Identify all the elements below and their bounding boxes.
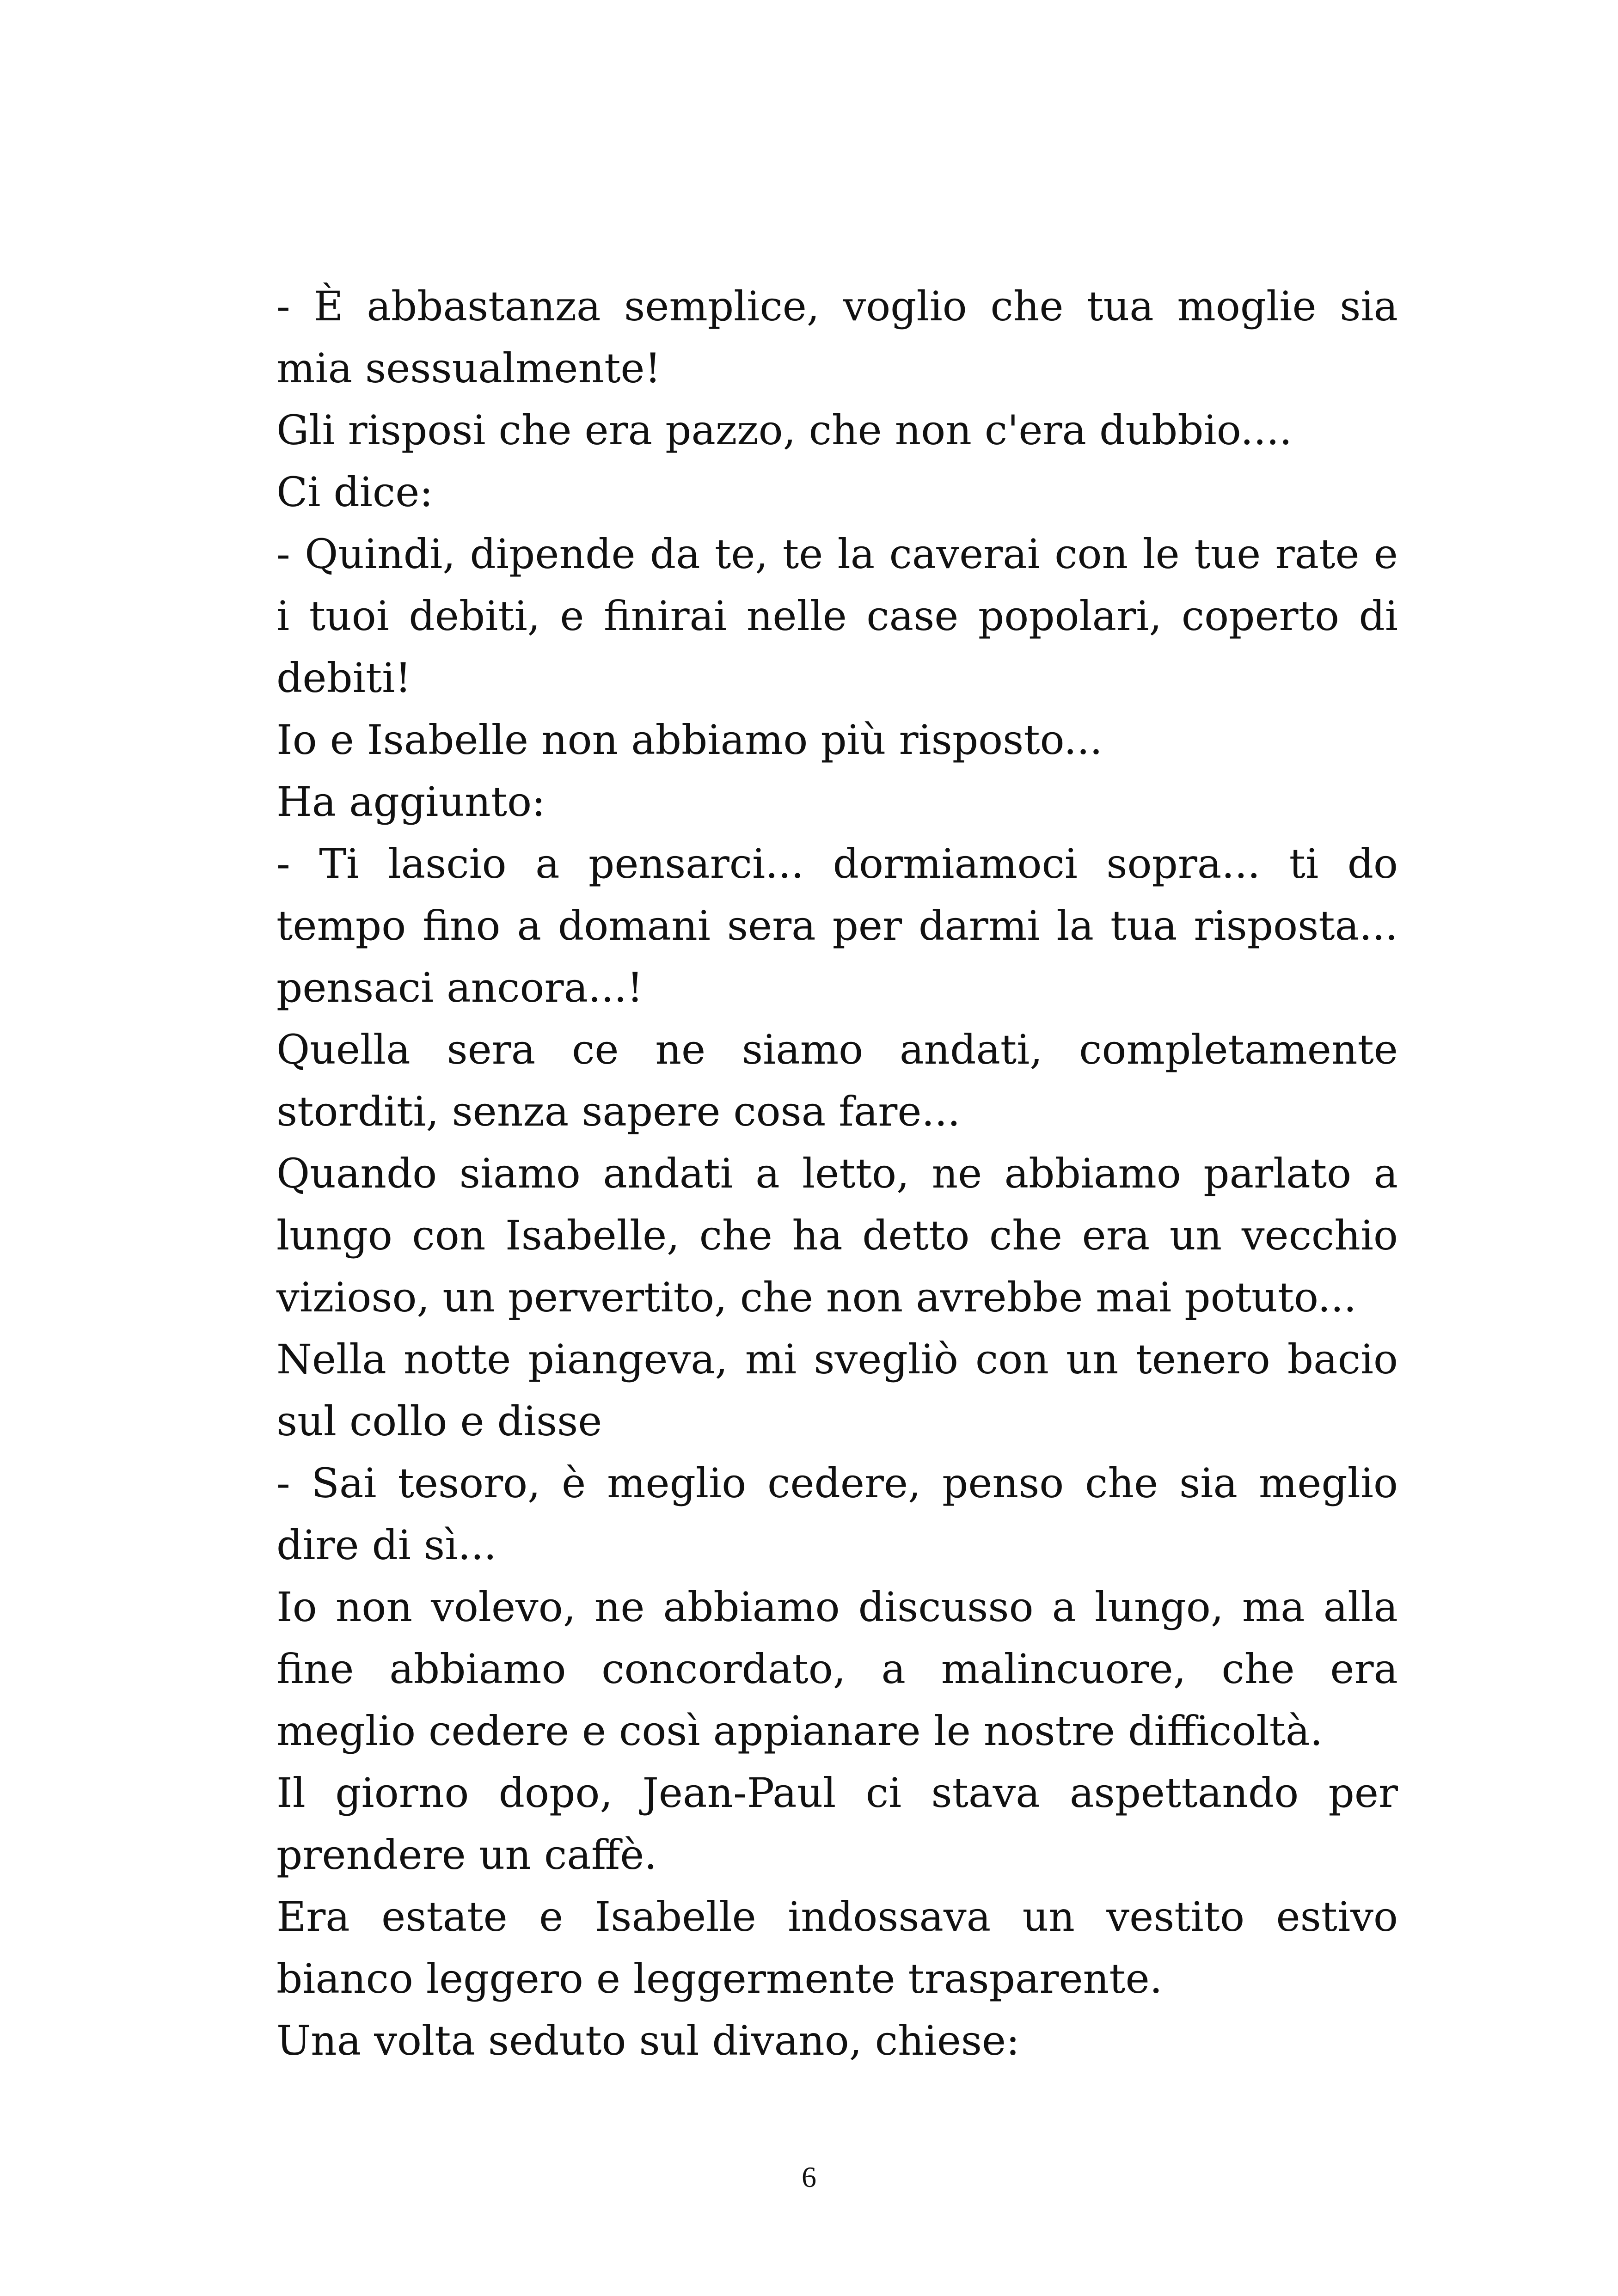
paragraph-5: Io e Isabelle non abbiamo più risposto... [276,716,1103,764]
paragraph-8: Quella sera ce ne siamo andati, completamente storditi, senza sapere cosa fare... [276,1026,1398,1135]
paragraph-3: Ci dice: [276,468,433,516]
paragraph-1: - È abbastanza semplice, voglio che tua moglie sia mia sessualmente! [276,282,1398,392]
paragraph-6: Ha aggiunto: [276,778,545,826]
paragraph-2: Gli risposi che era pazzo, che non c'era dubbio.... [276,406,1293,454]
paragraph-7: - Ti lascio a pensarci... dormiamoci sopra... ti do tempo fino a domani sera per darmi la tua risposta... pensaci ancora...! [276,840,1398,1011]
body-text [276,276,1398,2072]
page-number: 6 [802,2161,816,2193]
paragraph-9: Quando siamo andati a letto, ne abbiamo parlato a lungo con Isabelle, che ha detto che era un vecchio vizioso, un pervertito, che non avrebbe mai potuto... [276,1150,1398,1321]
paragraph-11: - Sai tesoro, è meglio cedere, penso che sia meglio dire di sì... [276,1459,1398,1569]
paragraph-14: Era estate e Isabelle indossava un vestito estivo bianco leggero e leggermente trasparente. [276,1893,1398,2002]
paragraph-12: Io non volevo, ne abbiamo discusso a lungo, ma alla fine abbiamo concordato, a malincuore, che era meglio cedere e così appianare le nostre difficoltà. [276,1583,1398,1755]
paragraph-15: Una volta seduto sul divano, chiese: [276,2017,1020,2064]
paragraph-4: - Quindi, dipende da te, te la caverai con le tue rate e i tuoi debiti, e finirai nelle case popolari, coperto di debiti! [276,530,1398,702]
paragraph-13: Il giorno dopo, Jean-Paul ci stava aspettando per prendere un caffè. [276,1769,1398,1879]
paragraph-10: Nella notte piangeva, mi svegliò con un tenero bacio sul collo e disse [276,1335,1398,1445]
